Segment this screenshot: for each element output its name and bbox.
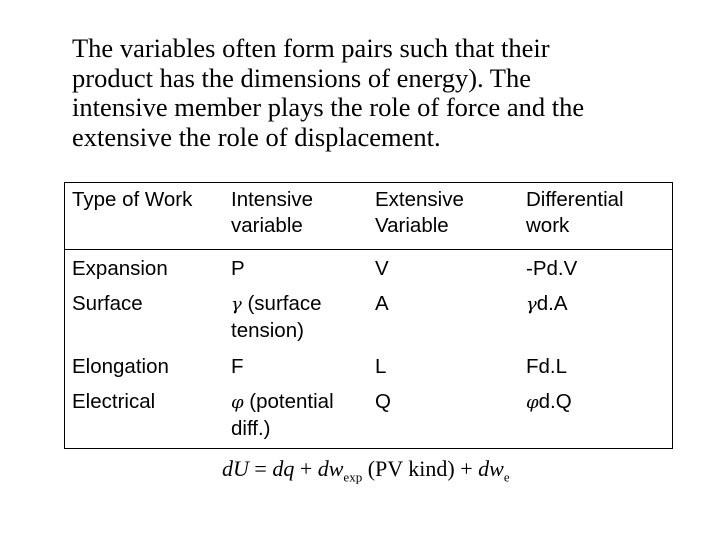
- equation-plus: +: [294, 456, 318, 481]
- equation-equals: =: [248, 456, 273, 481]
- energy-equation: [222, 456, 510, 485]
- intro-paragraph: [72, 34, 672, 152]
- equation-term-extra-work: dw: [478, 456, 504, 481]
- cell-differential: φd.Q: [526, 390, 572, 414]
- table-row: [65, 250, 673, 288]
- header-extensive-variable: Extensive Variable: [368, 183, 519, 250]
- equation-lhs: dU: [222, 456, 249, 481]
- equation-subscript-e: e: [503, 469, 510, 485]
- equation-term-heat: dq: [272, 456, 295, 481]
- table-row: [65, 385, 673, 448]
- cell-type: Surface: [72, 292, 143, 316]
- cell-type: Elongation: [72, 355, 169, 379]
- cell-type: Expansion: [72, 257, 168, 280]
- equation-plus: +: [460, 456, 479, 481]
- intro-line: intensive member plays the role of force and the: [72, 92, 585, 122]
- header-differential-work: Differential work: [519, 183, 673, 250]
- header-type-of-work: Type of Work: [65, 183, 225, 250]
- intro-line: product has the dimensions of energy). The: [72, 62, 531, 93]
- equation-term-expansion-work: dw: [317, 456, 344, 481]
- cell-intensive: F: [231, 355, 244, 379]
- intro-line: The variables often form pairs such that their: [72, 33, 550, 63]
- cell-extensive: L: [375, 355, 387, 379]
- phi-symbol: φ: [231, 392, 244, 414]
- equation-pv-kind: (PV kind): [362, 456, 461, 481]
- cell-differential: Fd.L: [526, 355, 568, 379]
- cell-type: Electrical: [72, 390, 156, 414]
- cell-extensive: V: [375, 257, 389, 280]
- table-header-row: [65, 183, 673, 250]
- cell-intensive: γ (surface tension): [231, 292, 322, 343]
- cell-intensive: P: [231, 257, 245, 280]
- gamma-symbol: γ: [526, 294, 537, 316]
- cell-extensive: A: [375, 292, 389, 316]
- table-row: [65, 287, 673, 350]
- equation-subscript-exp: exp: [343, 469, 363, 485]
- cell-differential: -Pd.V: [526, 257, 578, 280]
- cell-extensive: Q: [375, 390, 391, 414]
- cell-differential: γd.A: [526, 292, 568, 316]
- cell-intensive: φ (potential diff.): [231, 390, 334, 441]
- work-types-table: [64, 182, 673, 449]
- table-row: [65, 350, 673, 385]
- intro-line: extensive the role of displacement.: [72, 121, 441, 152]
- phi-symbol: φ: [526, 392, 539, 414]
- gamma-symbol: γ: [231, 294, 242, 316]
- header-intensive-variable: Intensive variable: [224, 183, 368, 250]
